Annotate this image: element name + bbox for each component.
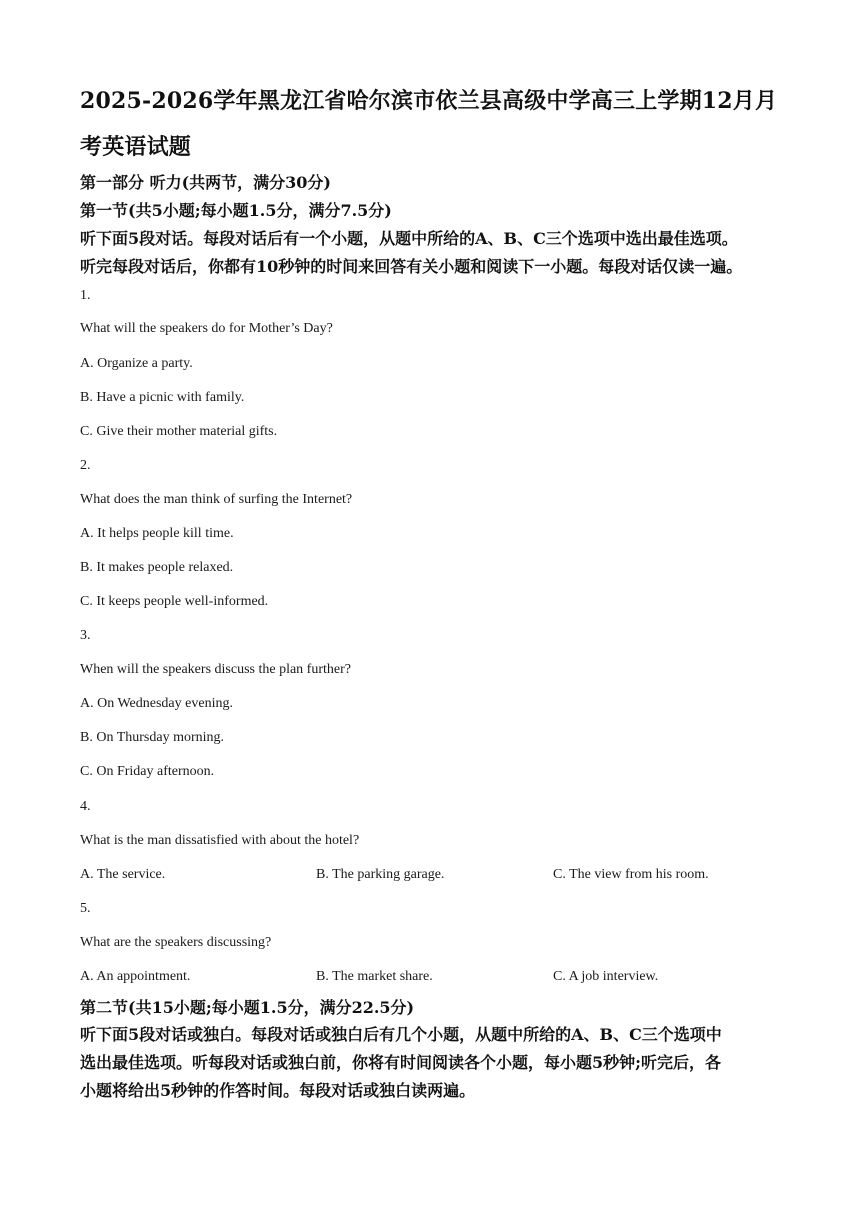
part-1-heading: 第一部分 听力(共两节，满分30分) (80, 173, 331, 192)
option-a: A. It helps people kill time. (80, 526, 234, 541)
option-b: B. Have a picnic with family. (80, 390, 245, 405)
option-b: B. On Thursday morning. (80, 730, 225, 745)
section-2-instructions-line-2: 选出最佳选项。听每段对话或独白前，你将有时间阅读各个小题，每小题5秒钟;听完后，各 (80, 1053, 722, 1072)
option-c: C. On Friday afternoon. (80, 764, 215, 779)
section-1-instructions-line-1: 听下面5段对话。每段对话后有一个小题，从题中所给的A、B、C三个选项中选出最佳选项。 (80, 229, 738, 248)
option-a: A. The service. (80, 867, 166, 882)
option-a: A. On Wednesday evening. (80, 696, 233, 711)
option-a: A. Organize a party. (80, 356, 193, 371)
question-text: What will the speakers do for Mother’s Day? (80, 321, 333, 336)
question-text: What does the man think of surfing the Internet? (80, 492, 353, 507)
option-c: C. Give their mother material gifts. (80, 424, 278, 439)
question-number: 3. (80, 628, 91, 643)
section-2-heading: 第二节(共15小题;每小题1.5分，满分22.5分) (80, 998, 415, 1017)
page-title-line-2: 考英语试题 (80, 134, 192, 160)
question-number: 2. (80, 458, 91, 473)
option-a: A. An appointment. (80, 969, 191, 984)
section-2-instructions-line-1: 听下面5段对话或独白。每段对话或独白后有几个小题，从题中所给的A、B、C三个选项中 (80, 1025, 722, 1044)
question-text: When will the speakers discuss the plan further? (80, 662, 351, 677)
option-b: B. The market share. (316, 969, 433, 984)
section-1-heading: 第一节(共5小题;每小题1.5分，满分7.5分) (80, 201, 392, 220)
page-title-line-1: 2025-2026学年黑龙江省哈尔滨市依兰县高级中学高三上学期12月月 (80, 88, 778, 114)
section-2-instructions-line-3: 小题将给出5秒钟的作答时间。每段对话或独白读两遍。 (80, 1081, 476, 1100)
question-number: 1. (80, 288, 91, 303)
question-number: 4. (80, 799, 91, 814)
question-text: What are the speakers discussing? (80, 935, 272, 950)
option-c: C. It keeps people well-informed. (80, 594, 269, 609)
question-number: 5. (80, 901, 91, 916)
option-c: C. A job interview. (553, 969, 659, 984)
section-1-instructions-line-2: 听完每段对话后，你都有10秒钟的时间来回答有关小题和阅读下一小题。每段对话仅读一遍。 (80, 257, 743, 276)
option-b: B. The parking garage. (316, 867, 445, 882)
option-c: C. The view from his room. (553, 867, 709, 882)
question-text: What is the man dissatisfied with about the hotel? (80, 833, 360, 848)
option-b: B. It makes people relaxed. (80, 560, 234, 575)
